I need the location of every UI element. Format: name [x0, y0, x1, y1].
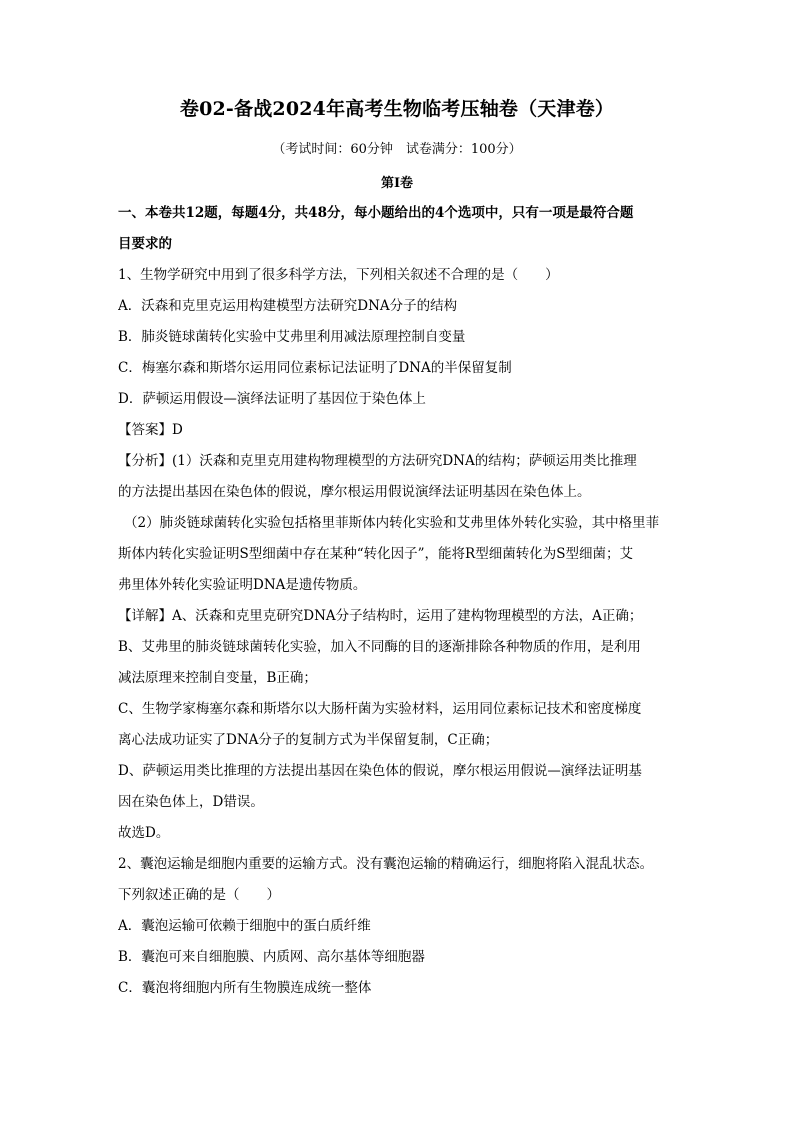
question-1-stem: 1、生物学研究中用到了很多科学方法，下列相关叙述不合理的是（ ） — [118, 267, 559, 283]
detail-line: 因在染色体上，D错误。 — [118, 794, 264, 810]
detail-line: 故选D。 — [118, 825, 170, 841]
question-1-option-b: B．肺炎链球菌转化实验中艾弗里利用减法原理控制自变量 — [118, 329, 466, 345]
analysis-line: 的方法提出基因在染色体的假说，摩尔根运用假说演绎法证明基因在染色体上。 — [118, 484, 591, 500]
analysis-line: （2）肺炎链球菌转化实验包括格里菲斯体内转化实验和艾弗里体外转化实验，其中格里菲 — [124, 515, 660, 531]
detail-line: D、萨顿运用类比推理的方法提出基因在染色体的假说，摩尔根运用假说—演绎法证明基 — [118, 763, 642, 779]
question-1-option-a: A．沃森和克里克运用构建模型方法研究DNA分子的结构 — [118, 298, 458, 314]
question-1-answer: 【答案】D — [118, 422, 183, 438]
detail-line: 减法原理来控制自变量，B正确； — [118, 670, 317, 686]
question-2-option-a: A．囊泡运输可依赖于细胞中的蛋白质纤维 — [118, 918, 371, 934]
question-2-stem: 下列叙述正确的是（ ） — [118, 887, 280, 903]
instruction-line: 一、本卷共12题，每题4分，共48分，每小题给出的4个选项中，只有一项是最符合题 — [118, 205, 634, 221]
detail-line: 【详解】A、沃森和克里克研究DNA分子结构时，运用了建构物理模型的方法，A正确； — [118, 608, 643, 624]
detail-line: 离心法成功证实了DNA分子的复制方式为半保留复制，C正确； — [118, 732, 499, 748]
question-1-option-c: C．梅塞尔森和斯塔尔运用同位素标记法证明了DNA的半保留复制 — [118, 360, 512, 376]
question-2-option-b: B．囊泡可来自细胞膜、内质网、高尔基体等细胞器 — [118, 949, 425, 965]
analysis-line: 弗里体外转化实验证明DNA是遗传物质。 — [118, 577, 367, 593]
exam-info: （考试时间：60分钟 试卷满分：100分） — [272, 142, 522, 157]
analysis-line: 斯体内转化实验证明S型细菌中存在某种“转化因子”，能将R型细菌转化为S型细菌；艾 — [118, 546, 633, 562]
detail-line: B、艾弗里的肺炎链球菌转化实验，加入不同酶的目的逐渐排除各种物质的作用，是利用 — [118, 639, 641, 655]
question-1-option-d: D．萨顿运用假设—演绎法证明了基因位于染色体上 — [118, 391, 426, 407]
document-body — [118, 198, 678, 1004]
instruction-line: 目要求的 — [118, 236, 172, 252]
detail-line: C、生物学家梅塞尔森和斯塔尔以大肠杆菌为实验材料，运用同位素标记技术和密度梯度 — [118, 701, 642, 717]
section-heading: 第I卷 — [380, 176, 414, 191]
question-2-option-c: C．囊泡将细胞内所有生物膜连成统一整体 — [118, 980, 372, 996]
question-2-stem: 2、囊泡运输是细胞内重要的运输方式。没有囊泡运输的精确运行，细胞将陷入混乱状态。 — [118, 856, 654, 872]
analysis-line: 【分析】(1）沃森和克里克用建构物理模型的方法研究DNA的结构；萨顿运用类比推理 — [118, 453, 637, 469]
page-title: 卷02-备战2024年高考生物临考压轴卷（天津卷） — [179, 98, 615, 120]
